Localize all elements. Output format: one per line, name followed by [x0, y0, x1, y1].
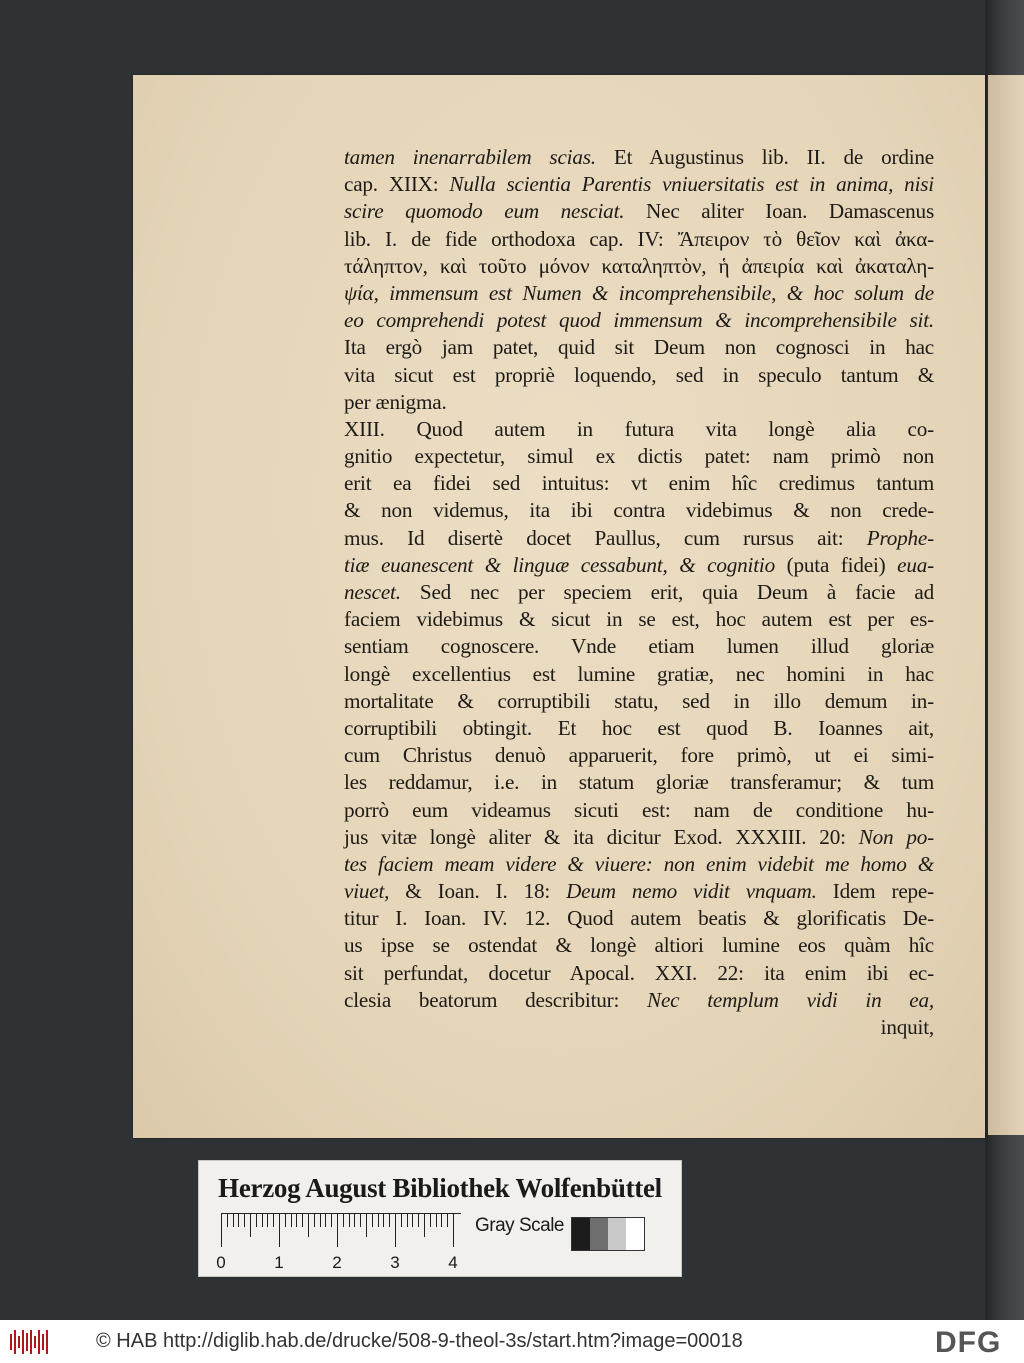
- text-run: longè excellentius est lumine gratiæ, nec homini in hac: [344, 661, 934, 686]
- text-line: [344, 362, 934, 389]
- text-line: [344, 987, 934, 1014]
- text-line: [344, 525, 934, 552]
- ruler-tick: [378, 1213, 379, 1227]
- text-line: [344, 661, 934, 688]
- ruler-tick: [389, 1213, 390, 1227]
- text-line: [344, 171, 934, 198]
- text-line: [344, 497, 934, 524]
- text-line: [344, 742, 934, 769]
- text-line: [344, 797, 934, 824]
- text-run: jus vitæ longè aliter & ita dicitur Exod. XXXIII. 20:: [344, 824, 859, 849]
- text-run: cap. XIIX:: [344, 172, 450, 197]
- text-line: [344, 824, 934, 851]
- ruler-tick: [372, 1213, 373, 1227]
- text-line: [344, 579, 934, 606]
- ruler-tick: [250, 1213, 251, 1237]
- text-run: τάληπτον, καὶ τοῦτο μόνον καταληπτὸν, ἡ ἀπειρία καὶ ἀκαταλη-: [344, 253, 934, 278]
- ruler-tick: [238, 1213, 239, 1227]
- text-run: gnitio expectetur, simul ex dictis patet: nam primò non: [344, 444, 934, 469]
- gray-scale-swatches: [571, 1217, 645, 1251]
- ruler-tick: [325, 1213, 326, 1227]
- italic-run: scire quomodo eum nesciat.: [344, 199, 625, 224]
- ruler-tick: [279, 1213, 280, 1247]
- ruler-tick: [256, 1213, 257, 1227]
- gray-swatch: [608, 1218, 626, 1250]
- ruler-tick: [273, 1213, 274, 1227]
- text-run: vita sicut est propriè loquendo, sed in speculo tantum &: [344, 362, 934, 387]
- text-line: [344, 470, 934, 497]
- page-text: [344, 144, 934, 1041]
- ruler-tick: [244, 1213, 245, 1227]
- italic-run: Prophe-: [866, 525, 934, 550]
- text-run: clesia beatorum describitur:: [344, 987, 648, 1012]
- text-line: [344, 1014, 934, 1041]
- text-run: corruptibili obtingit. Et hoc est quod B. Ioannes ait,: [344, 715, 934, 740]
- italic-run: tes faciem meam videre & viuere: non enim videbit me homo &: [344, 851, 934, 876]
- italic-run: eo comprehendi potest quod immensum & incomprehensibile sit.: [344, 308, 934, 333]
- italic-run: eua-: [897, 552, 934, 577]
- color-chart: [198, 1160, 682, 1277]
- text-run: Idem repe-: [816, 879, 934, 904]
- ruler-tick: [227, 1213, 228, 1227]
- text-run: Ita ergò jam patet, quid sit Deum non cognosci in hac: [344, 335, 934, 360]
- ruler-tick: [366, 1213, 367, 1237]
- text-line: [344, 633, 934, 660]
- ruler-tick: [302, 1213, 303, 1227]
- text-line: [344, 606, 934, 633]
- text-run: erit ea fidei sed intuitus: vt enim hîc credimus tantum: [344, 471, 934, 496]
- ruler-tick: [395, 1213, 396, 1247]
- text-line: [344, 688, 934, 715]
- text-run: sit perfundat, docetur Apocal. XXI. 22: ita enim ibi ec-: [344, 960, 934, 985]
- text-run: Et Augustinus lib. II. de ordine: [595, 145, 935, 169]
- text-line: [344, 389, 934, 416]
- text-line: [344, 253, 934, 280]
- text-run: inquit,: [880, 1015, 934, 1039]
- text-run: XIII. Quod autem in futura vita longè alia co-: [344, 416, 934, 441]
- text-run: & Ioan. I. 18:: [389, 879, 567, 904]
- ruler-tick: [424, 1213, 425, 1237]
- text-run: Sed nec per speciem erit, quia Deum à facie ad: [400, 580, 934, 604]
- ruler-number: 0: [216, 1253, 226, 1272]
- italic-run: tamen inenarrabilem scias.: [344, 145, 596, 169]
- text-run: us ipse se ostendat & longè altiori lumine eos quàm hîc: [344, 933, 934, 958]
- italic-run: nescet.: [344, 580, 401, 604]
- gray-swatch: [590, 1218, 608, 1250]
- text-run: porrò eum videamus sicuti est: nam de conditione hu-: [344, 797, 934, 822]
- text-line: [344, 715, 934, 742]
- ruler-tick: [401, 1213, 402, 1227]
- text-run: les reddamur, i.e. in statum gloriæ transferamur; & tum: [344, 770, 934, 795]
- ruler-tick: [407, 1213, 408, 1227]
- italic-run: Non po-: [858, 824, 934, 849]
- text-line: [344, 443, 934, 470]
- text-run: & non videmus, ita ibi contra videbimus & non crede-: [344, 498, 934, 523]
- ruler-tick: [453, 1213, 454, 1247]
- gray-swatch: [572, 1218, 590, 1250]
- text-line: [344, 905, 934, 932]
- ruler-tick: [360, 1213, 361, 1227]
- text-line: [344, 552, 934, 579]
- hab-barcode-logo-icon: [10, 1330, 50, 1354]
- ruler-tick: [233, 1213, 234, 1227]
- ruler-tick: [354, 1213, 355, 1227]
- gray-scale-label: Gray Scale: [475, 1215, 564, 1236]
- ruler-tick: [314, 1213, 315, 1227]
- ruler-tick: [447, 1213, 448, 1227]
- ruler-tick: [430, 1213, 431, 1227]
- text-line: [344, 769, 934, 796]
- ruler-tick: [308, 1213, 309, 1237]
- ruler-number: 2: [332, 1253, 342, 1272]
- chart-title: Herzog August Bibliothek Wolfenbüttel: [218, 1173, 662, 1203]
- ruler-tick: [343, 1213, 344, 1227]
- text-line: [344, 198, 934, 225]
- text-line: [344, 416, 934, 443]
- text-run: (puta fidei): [775, 552, 898, 577]
- ruler-tick: [412, 1213, 413, 1227]
- text-line: [344, 334, 934, 361]
- italic-run: ψία, immensum est Numen & incomprehensibile, & hoc solum de: [344, 280, 934, 305]
- text-run: mus. Id disertè docet Paullus, cum rursus ait:: [344, 525, 867, 550]
- ruler-tick: [285, 1213, 286, 1227]
- footer-link[interactable]: © HAB http://diglib.hab.de/drucke/508-9-theol-3s/start.htm?image=00018: [96, 1330, 743, 1352]
- ruler-tick: [296, 1213, 297, 1227]
- italic-run: Nec templum vidi in ea,: [647, 987, 934, 1012]
- ruler-number: 3: [390, 1253, 400, 1272]
- ruler-tick: [320, 1213, 321, 1227]
- next-page-edge: [988, 75, 1024, 1135]
- text-run: Nec aliter Ioan. Damascenus: [624, 199, 934, 224]
- text-line: [344, 878, 934, 905]
- text-line: [344, 307, 934, 334]
- ruler-tick: [383, 1213, 384, 1227]
- text-run: cum Christus denuò apparuerit, fore primò, ut ei simi-: [344, 743, 934, 768]
- ruler-tick: [349, 1213, 350, 1227]
- ruler-baseline: [221, 1213, 461, 1214]
- italic-run: tiæ euanescent & linguæ cessabunt, & cognitio: [344, 552, 775, 577]
- ruler-tick: [221, 1213, 222, 1247]
- text-run: mortalitate & corruptibili statu, sed in illo demum in-: [344, 688, 934, 713]
- ruler-tick: [436, 1213, 437, 1227]
- italic-run: Deum nemo vidit vnquam.: [566, 879, 817, 904]
- italic-run: Nulla scientia Parentis vniuersitatis est in anima, nisi: [449, 172, 934, 197]
- ruler-tick: [291, 1213, 292, 1227]
- text-run: titur I. Ioan. IV. 12. Quod autem beatis & glorificatis De-: [344, 906, 934, 931]
- ruler-tick: [337, 1213, 338, 1247]
- text-line: [344, 851, 934, 878]
- ruler-number: 1: [274, 1253, 284, 1272]
- text-run: lib. I. de fide orthodoxa cap. IV: Ἄπειρον τὸ θεῖον καὶ ἀκα-: [344, 226, 934, 251]
- text-run: faciem videbimus & sicut in se est, hoc autem est per es-: [344, 607, 934, 632]
- text-line: [344, 144, 934, 171]
- ruler-tick: [262, 1213, 263, 1227]
- text-run: sentiam cognoscere. Vnde etiam lumen illud gloriæ: [344, 634, 934, 659]
- text-line: [344, 960, 934, 987]
- ruler-tick: [418, 1213, 419, 1227]
- text-line: [344, 226, 934, 253]
- ruler-tick: [331, 1213, 332, 1227]
- scale-ruler: [216, 1213, 461, 1272]
- text-run: per ænigma.: [344, 389, 447, 414]
- ruler-tick: [441, 1213, 442, 1227]
- viewer-footer: [0, 1320, 1024, 1363]
- ruler-number: 4: [448, 1253, 458, 1272]
- dfg-logo: DFG: [935, 1326, 1002, 1359]
- gray-swatch: [626, 1218, 644, 1250]
- text-line: [344, 280, 934, 307]
- italic-run: viuet,: [344, 879, 390, 904]
- text-line: [344, 932, 934, 959]
- ruler-tick: [267, 1213, 268, 1227]
